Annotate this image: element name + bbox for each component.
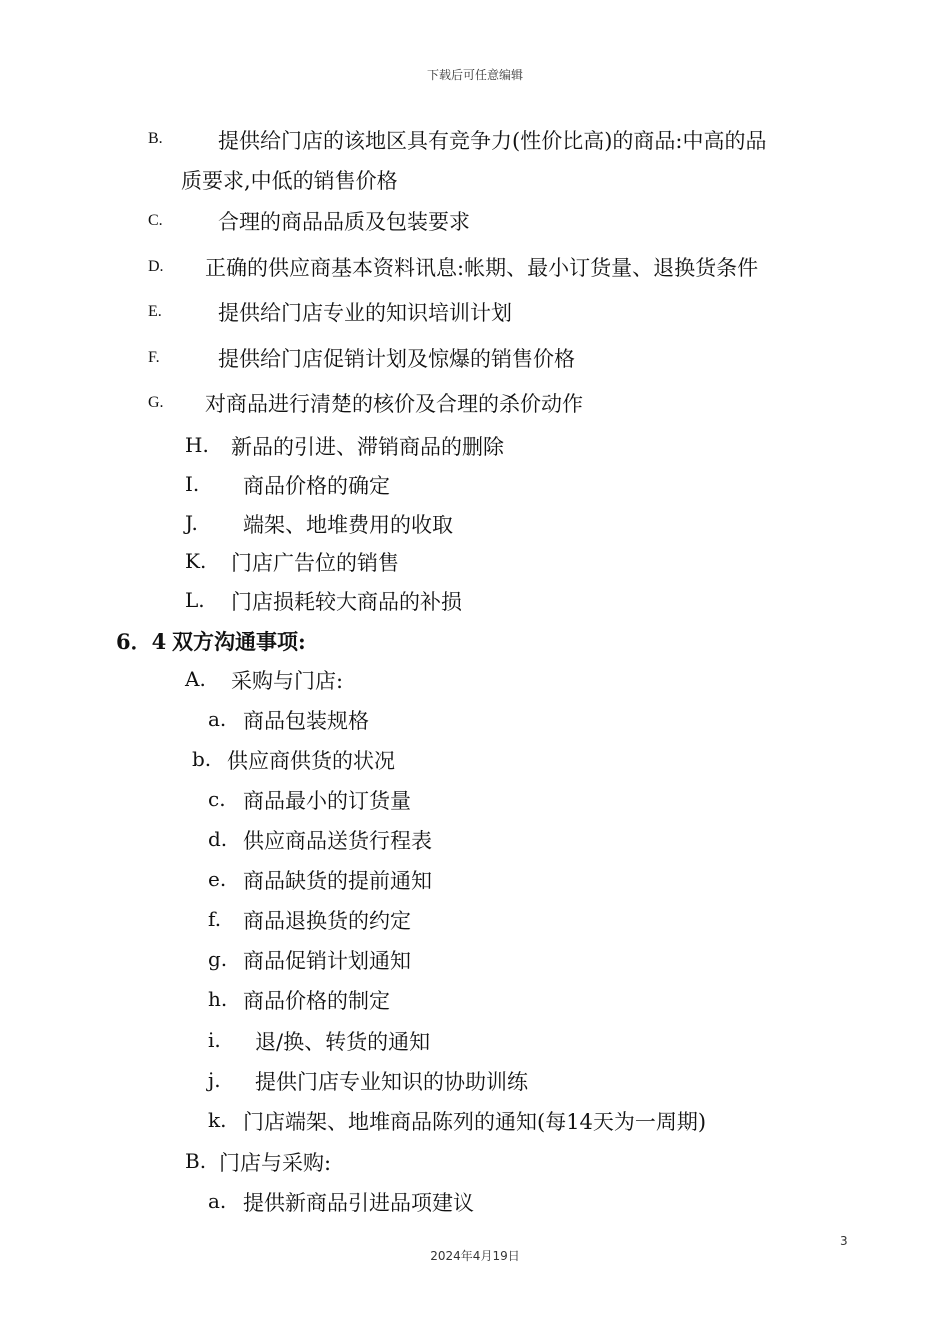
section-title: 双方沟通事项: (172, 629, 306, 654)
list-label-f: F. (148, 349, 160, 366)
list-label-l: L. (185, 588, 205, 612)
list-label-k: K. (185, 549, 207, 573)
list-item-l: 门店损耗较大商品的补损 (231, 590, 462, 614)
footer-date: 2024年4月19日 (430, 1249, 520, 1263)
list-label-i: I. (185, 472, 200, 496)
list-item-f: 提供给门店促销计划及惊爆的销售价格 (218, 347, 575, 371)
group-a-item-label: k. (208, 1108, 227, 1132)
list-item-j: 端架、地堆费用的收取 (243, 513, 453, 537)
group-a-item: 提供门店专业知识的协助训练 (255, 1070, 528, 1094)
group-a-item: 商品包装规格 (243, 709, 369, 733)
section-number: 6．4 (116, 629, 167, 654)
list-label-d: D. (148, 258, 164, 275)
group-a-item: 商品最小的订货量 (243, 789, 411, 813)
group-a-item-label: d. (208, 827, 228, 851)
list-item-e: 提供给门店专业的知识培训计划 (218, 301, 512, 325)
group-b-item-label: a. (208, 1189, 227, 1213)
list-label-h: H. (185, 433, 209, 457)
group-a-item-label: b. (192, 747, 212, 771)
list-item-c: 合理的商品品质及包装要求 (218, 210, 470, 234)
list-item-h: 新品的引进、滞销商品的删除 (231, 435, 504, 459)
group-a-item: 商品价格的制定 (243, 989, 390, 1013)
list-label-b: B. (148, 130, 163, 147)
group-b-item: 提供新商品引进品项建议 (243, 1191, 474, 1215)
group-a-item-label: c. (208, 787, 226, 811)
group-a-item-label: a. (208, 707, 227, 731)
group-a-item-label: e. (208, 867, 227, 891)
group-a-item-label: f. (208, 907, 222, 931)
list-item-i: 商品价格的确定 (243, 474, 390, 498)
list-item-b-line1: 提供给门店的该地区具有竞争力(性价比高)的商品:中高的品 (218, 129, 767, 153)
group-a-item-label: h. (208, 987, 228, 1011)
group-a-label: A. (185, 667, 206, 691)
list-item-g: 对商品进行清楚的核价及合理的杀价动作 (205, 392, 583, 416)
group-a-item: 商品缺货的提前通知 (243, 869, 432, 893)
page-number: 3 (840, 1234, 848, 1248)
group-a-item-label: g. (208, 947, 228, 971)
group-a-item-label: i. (208, 1028, 221, 1052)
group-a-item: 供应商品送货行程表 (243, 829, 432, 853)
group-a-item: 商品促销计划通知 (243, 949, 411, 973)
page-header: 下载后可任意编辑 (426, 68, 523, 82)
group-b-title: 门店与采购: (219, 1151, 332, 1175)
list-label-j: J. (185, 511, 198, 535)
list-label-g: G. (148, 394, 164, 411)
group-a-item: 门店端架、地堆商品陈列的通知(每14天为一周期) (243, 1110, 707, 1134)
list-item-b-line2: 质要求,中低的销售价格 (181, 169, 398, 193)
group-b-label: B. (185, 1149, 207, 1173)
list-label-e: E. (148, 303, 162, 320)
group-a-item: 商品退换货的约定 (243, 909, 411, 933)
group-a-title: 采购与门店: (231, 669, 344, 693)
group-a-item-label: j. (208, 1068, 221, 1092)
group-a-item: 退/换、转货的通知 (255, 1030, 431, 1054)
group-a-item: 供应商供货的状况 (227, 749, 395, 773)
list-item-k: 门店广告位的销售 (231, 551, 399, 575)
list-label-c: C. (148, 212, 163, 229)
list-item-d: 正确的供应商基本资料讯息:帐期、最小订货量、退换货条件 (205, 256, 759, 280)
